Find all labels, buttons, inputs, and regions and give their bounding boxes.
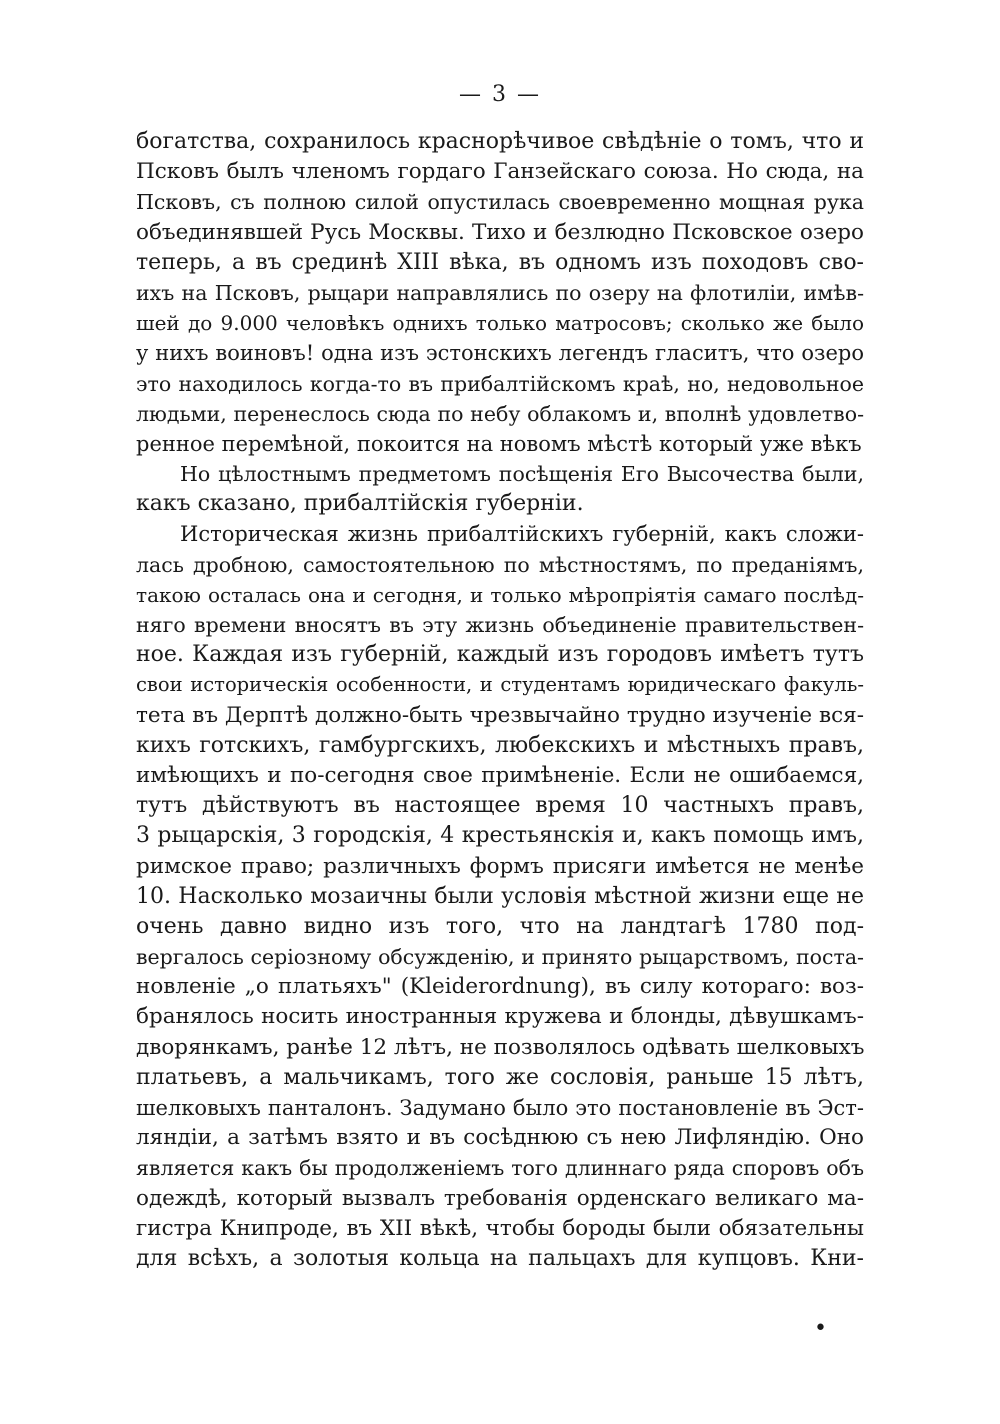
- text-line: гистра Книпроде, въ XII вѣкѣ, чтобы бороды были обязательны: [136, 1215, 864, 1241]
- text-line: Историческая жизнь прибалтійскихъ губерній, какъ сложи-: [180, 522, 864, 547]
- text-line: Псковъ, съ полною силой опустилась своевременно мощная рука: [136, 190, 864, 215]
- text-line: новленіе „о платьяхъ" (Kleiderordnung), въ силу котораго: воз-: [136, 974, 864, 1000]
- text-line: свои историческія особенности, и студентамъ юридическаго факуль-: [136, 673, 864, 697]
- text-line: кихъ готскихъ, гамбургскихъ, любекскихъ и мѣстныхъ правъ,: [136, 732, 864, 758]
- text-line: одеждѣ, который вызвалъ требованія орденскаго великаго ма-: [136, 1185, 864, 1211]
- text-line: 10. Насколько мозаичны были условія мѣстной жизни еще не: [136, 883, 864, 909]
- text-line: ное. Каждая изъ губерній, каждый изъ городовъ имѣетъ тутъ: [136, 642, 864, 668]
- text-line: такою осталась она и сегодня, и только мѣропріятія самаго послѣд-: [136, 582, 864, 607]
- text-line: 3 рыцарскія, 3 городскія, 4 крестьянскія и, какъ помощь имъ,: [136, 823, 864, 849]
- text-line: богатства, сохранилось краснорѣчивое свѣдѣніе о томъ, что и: [136, 129, 864, 154]
- text-line: тета въ Дерптѣ должно-быть чрезвычайно трудно изученіе вся-: [136, 702, 864, 728]
- text-line: ренное перемѣной, покоится на новомъ мѣстѣ который уже вѣкъ: [136, 431, 862, 456]
- text-line: людьми, перенеслось сюда по небу облакомъ и, вполнѣ удовлетво-: [136, 401, 864, 426]
- text-line: платьевъ, а мальчикамъ, того же сословія, раньше 15 лѣтъ,: [136, 1064, 864, 1090]
- body-text: [136, 127, 864, 1274]
- text-line: ихъ на Псковъ, рыцари направлялись по озеру на флотиліи, имѣв-: [136, 280, 864, 305]
- text-line: у нихъ воиновъ! одна изъ эстонскихъ легендъ гласитъ, что озеро: [136, 341, 864, 366]
- text-line: няго времени вносятъ въ эту жизнь объединеніе правительствен-: [136, 613, 864, 637]
- text-line: шей до 9.000 человѣкъ однихъ только матросовъ; сколько же было: [136, 311, 864, 336]
- text-line: ляндіи, а затѣмъ взято и въ сосѣднюю съ нею Лифляндію. Оно: [136, 1125, 864, 1151]
- text-line: очень давно видно изъ того, что на ландтагѣ 1780 под-: [136, 913, 864, 939]
- text-line: для всѣхъ, а золотыя кольца на пальцахъ для купцовъ. Кни-: [136, 1245, 864, 1271]
- text-line: римское право; различныхъ формъ присяги имѣется не менѣе: [136, 853, 864, 879]
- text-line: Но цѣлостнымъ предметомъ посѣщенія Его Высочества были,: [180, 462, 864, 487]
- text-line: имѣющихъ и по-сегодня свое примѣненіе. Если не ошибаемся,: [136, 762, 864, 788]
- text-line: теперь, а въ срединѣ XIII вѣка, въ одномъ изъ походовъ сво-: [136, 249, 864, 275]
- text-line: лась дробною, самостоятельною по мѣстностямъ, по преданіямъ,: [136, 552, 864, 577]
- text-line: является какъ бы продолженіемъ того длиннаго ряда споровъ объ: [136, 1156, 864, 1181]
- text-line: объединявшей Русь Москвы. Тихо и безлюдно Псковское озеро: [136, 219, 864, 245]
- footer-mark: •: [814, 1316, 827, 1341]
- text-line: какъ сказано, прибалтійскія губерніи.: [136, 491, 584, 517]
- text-line: Псковъ былъ членомъ гордаго Ганзейскаго союза. Но сюда, на: [136, 159, 864, 185]
- text-line: бранялось носить иностранныя кружева и блонды, дѣвушкамъ-: [136, 1004, 864, 1030]
- text-line: шелковыхъ панталонъ. Задумано было это постановленіе въ Эст-: [136, 1096, 864, 1120]
- text-line: это находилось когда-то въ прибалтійскомъ краѣ, но, недовольное: [136, 371, 864, 396]
- text-line: дворянкамъ, ранѣе 12 лѣтъ, не позволялось одѣвать шелковыхъ: [136, 1034, 864, 1060]
- text-line: тутъ дѣйствуютъ въ настоящее время 10 частныхъ правъ,: [136, 793, 864, 819]
- page-number: — 3 —: [459, 82, 541, 107]
- text-line: вергалось серіозному обсужденію, и принято рыцарствомъ, поста-: [136, 945, 864, 970]
